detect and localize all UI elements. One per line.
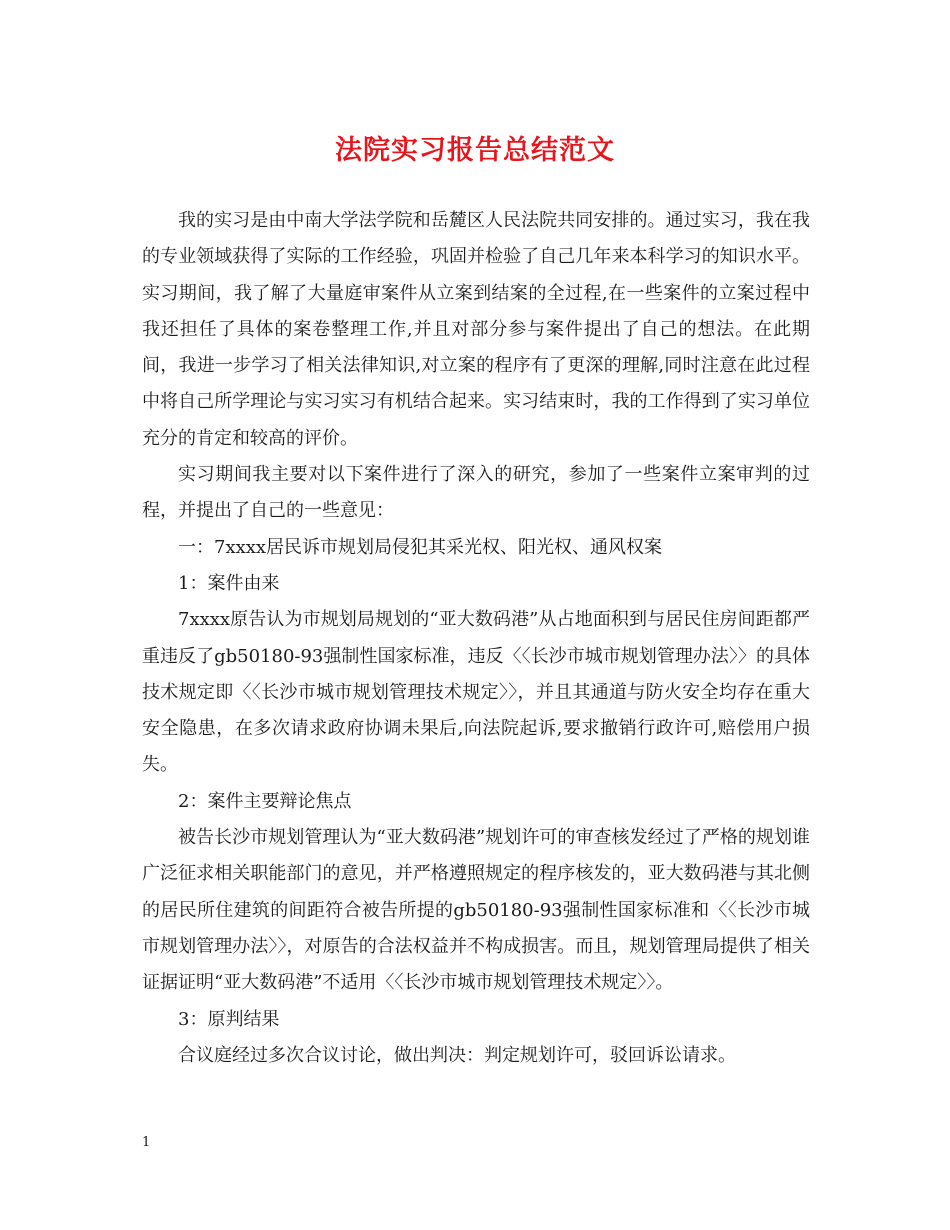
paragraph-debate-focus: 被告长沙市规划管理认为“亚大数码港”规划许可的审查核发经过了严格的规划谁广泛征求相关职能部门的意见，并严格遵照规定的程序核发的，亚大数码港与其北侧的居民所住建筑的间距符合被告所提的gb50180-93强制性国家标准和〈〈长沙市城市规划管理办法〉〉，对原告的合法权益并不构成损害。而且，规划管理局提供了相关证据证明“亚大数码港”不适用〈〈长沙市城市规划管理技术规定〉〉。 bbox=[142, 827, 810, 994]
section-heading-debate-focus: 2：案件主要辩论焦点 bbox=[178, 790, 352, 812]
document-title: 法院实习报告总结范文 bbox=[335, 135, 615, 166]
paragraph-cases-overview: 实习期间我主要对以下案件进行了深入的研究，参加了一些案件立案审判的过程，并提出了自己的一些意见： bbox=[142, 464, 810, 522]
document-body bbox=[142, 203, 810, 1074]
paragraph-case-origin: 7xxxx原告认为市规划局规划的“亚大数码港”从占地面积到与居民住房间距都严重违反了gb50180-93强制性国家标准，违反〈〈长沙市城市规划管理办法〉〉的具体技术规定即〈〈长沙市城市规划管理技术规定〉〉，并且其通道与防火安全均存在重大安全隐患，在多次请求政府协调未果后,向法院起诉,要求撤销行政许可,赔偿用户损失。 bbox=[142, 609, 810, 776]
case-heading: 一：7xxxx居民诉市规划局侵犯其采光权、阳光权、通风权案 bbox=[178, 536, 663, 558]
paragraph-internship-intro: 我的实习是由中南大学法学院和岳麓区人民法院共同安排的。通过实习，我在我的专业领域获得了实际的工作经验，巩固并检验了自己几年来本科学习的知识水平。实习期间，我了解了大量庭审案件从立案到结案的全过程,在一些案件的立案过程中我还担任了具体的案卷整理工作,并且对部分参与案件提出了自己的想法。在此期间，我进一步学习了相关法律知识,对立案的程序有了更深的理解,同时注意在此过程中将自己所学理论与实习实习有机结合起来。实习结束时，我的工作得到了实习单位充分的肯定和较高的评价。 bbox=[142, 210, 810, 449]
section-heading-original-judgment: 3：原判结果 bbox=[178, 1008, 280, 1030]
page-number: 1 bbox=[142, 1135, 151, 1150]
section-heading-case-origin: 1：案件由来 bbox=[178, 572, 280, 594]
paragraph-original-judgment: 合议庭经过多次合议讨论，做出判决：判定规划许可，驳回诉讼请求。 bbox=[178, 1044, 736, 1066]
